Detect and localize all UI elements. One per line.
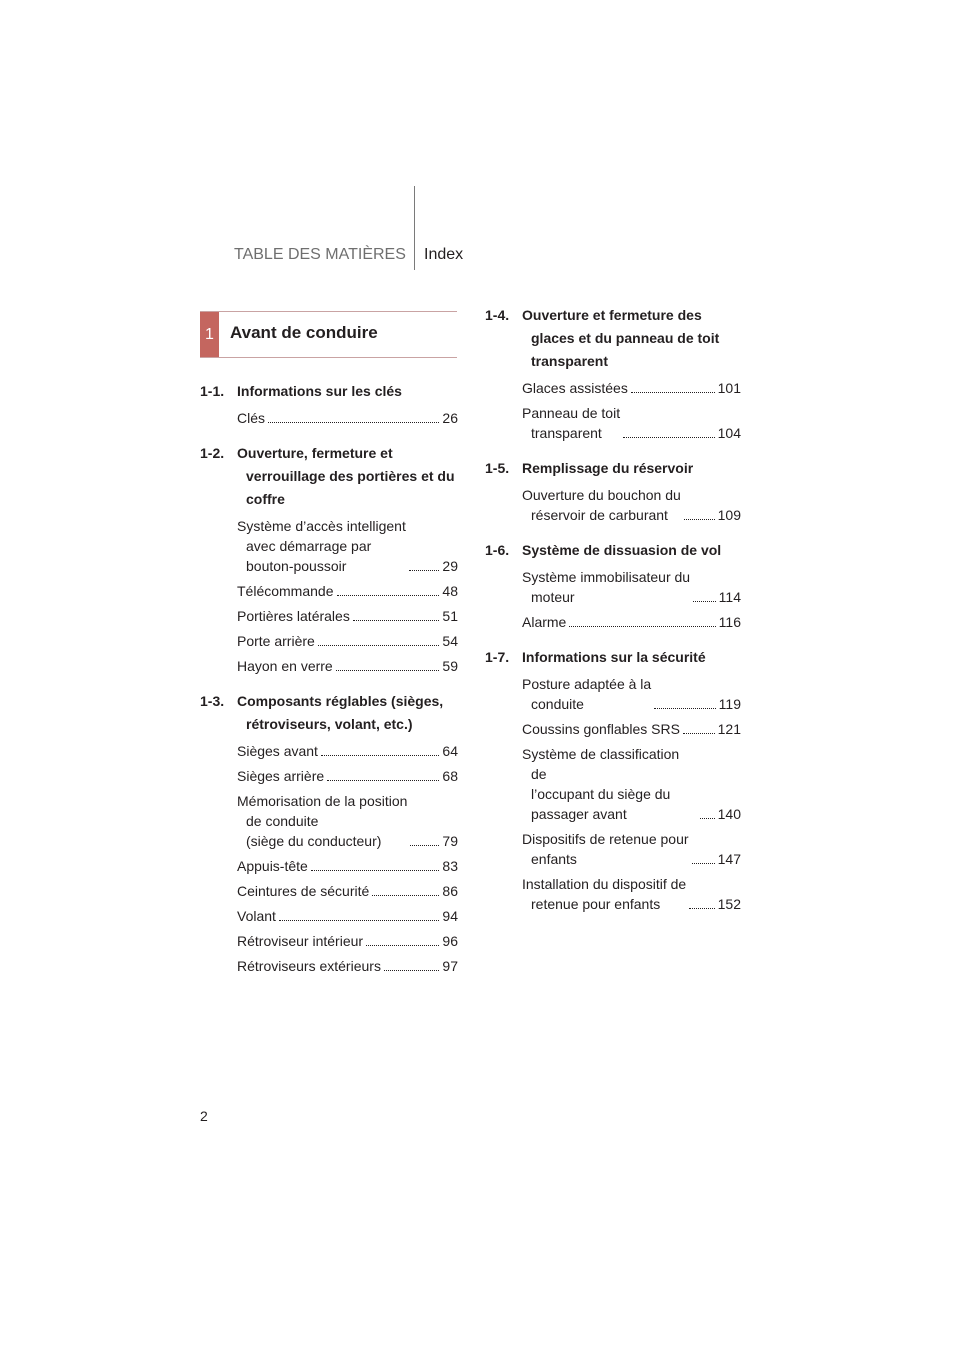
entry-label: Installation du dispositif de retenue pour enfants [522,876,687,912]
subsection-heading[interactable] [200,380,458,403]
toc-entry-link[interactable] [237,516,458,576]
entry-label: Ceintures de sécurité [237,883,370,899]
index-tab[interactable]: Index [424,246,464,263]
toc-entry-link[interactable] [522,378,741,398]
dot-leader [683,733,715,734]
toc-entry-link[interactable] [237,656,458,676]
entry-page-number: 140 [717,806,741,822]
entry-page-number: 64 [442,743,458,759]
entry-page-number: 96 [442,933,458,949]
subsection-number: 1-2. [200,445,225,461]
toc-tab[interactable]: TABLE DES MATIÈRES [234,246,406,263]
entry-page-number: 114 [718,589,741,605]
entry-page-number: 86 [442,883,458,899]
toc-entry-link[interactable] [522,874,741,914]
entry-list [522,378,741,443]
entry-page-number: 59 [442,658,458,674]
toc-subsection [200,442,458,676]
entry-page-number: 94 [442,908,458,924]
entry-page-number: 54 [442,633,458,649]
entry-page-number: 101 [717,380,741,396]
page-number: 2 [200,1108,208,1124]
subsection-title: Remplissage du réservoir [522,460,694,476]
entry-label: Sièges arrière [237,768,325,784]
entry-page-number: 109 [717,507,741,523]
dot-leader [654,708,715,709]
dot-leader [353,620,440,621]
toc-entry-link[interactable] [237,766,458,786]
entry-list [237,408,458,428]
dot-leader [311,870,440,871]
toc-subsection [200,690,458,976]
subsection-number: 1-4. [485,307,510,323]
entry-page-number: 29 [442,558,458,574]
entry-label: Panneau de toit transparent [522,405,621,441]
entry-label: Appuis-tête [237,858,308,874]
entry-label: Portières latérales [237,608,350,624]
dot-leader [372,895,439,896]
toc-entry-link[interactable] [237,856,458,876]
dot-leader [700,818,714,819]
dot-leader [318,645,440,646]
toc-subsection [485,646,741,914]
entry-label: Clés [237,410,266,426]
toc-entry-link[interactable] [237,906,458,926]
toc-entry-link[interactable] [237,606,458,626]
entry-page-number: 48 [442,583,458,599]
subsection-heading[interactable] [200,690,458,736]
dot-leader [693,601,716,602]
dot-leader [279,920,439,921]
dot-leader [684,519,715,520]
entry-label: Mémorisation de la position de conduite (siège du conducteur) [237,793,408,849]
entry-page-number: 121 [717,721,741,737]
section-number-badge: 1 [200,312,219,357]
subsection-number: 1-5. [485,460,510,476]
entry-list [237,516,458,676]
dot-leader [569,626,715,627]
entry-label: Système d’accès intelligent avec démarrage par bouton-poussoir [237,518,406,574]
subsection-number: 1-1. [200,383,225,399]
entry-page-number: 26 [442,410,458,426]
subsection-heading[interactable] [485,304,741,373]
entry-list [522,674,741,914]
toc-entry-link[interactable] [522,829,741,869]
toc-entry-link[interactable] [237,408,458,428]
dot-leader [336,670,440,671]
toc-entry-link[interactable] [522,612,741,632]
toc-entry-link[interactable] [522,719,741,739]
dot-leader [410,845,439,846]
entry-page-number: 104 [717,425,741,441]
subsection-heading[interactable] [485,457,741,480]
entry-page-number: 119 [718,696,741,712]
toc-entry-link[interactable] [237,791,458,851]
dot-leader [321,755,439,756]
entry-page-number: 97 [442,958,458,974]
entry-label: Système immobilisateur du moteur [522,569,691,605]
entry-page-number: 51 [442,608,458,624]
entry-label: Volant [237,908,276,924]
entry-page-number: 116 [718,614,741,630]
dot-leader [409,570,440,571]
entry-label: Ouverture du bouchon du réservoir de carburant [522,487,681,523]
entry-page-number: 79 [442,833,458,849]
entry-label: Glaces assistées [522,380,628,396]
subsection-title: Ouverture et fermeture des glaces et du panneau de toit transparent [522,307,720,369]
dot-leader [327,780,439,781]
subsection-number: 1-3. [200,693,225,709]
entry-label: Rétroviseur intérieur [237,933,364,949]
toc-entry-link[interactable] [237,631,458,651]
entry-list [522,567,741,632]
entry-list [522,485,741,525]
subsection-number: 1-7. [485,649,510,665]
entry-label: Alarme [522,614,567,630]
entry-page-number: 152 [717,896,741,912]
subsection-heading[interactable] [485,539,741,562]
toc-entry-link[interactable] [237,581,458,601]
entry-page-number: 68 [442,768,458,784]
entry-label: Posture adaptée à la conduite [522,676,652,712]
subsection-title: Informations sur la sécurité [522,649,706,665]
toc-entry-link[interactable] [522,744,741,824]
entry-label: Dispositifs de retenue pour enfants [522,831,689,867]
subsection-heading[interactable] [485,646,741,669]
dot-leader [384,970,439,971]
section-header [200,311,457,358]
subsection-number: 1-6. [485,542,510,558]
dot-leader [631,392,715,393]
toc-entry-link[interactable] [522,403,741,443]
dot-leader [337,595,440,596]
entry-page-number: 83 [442,858,458,874]
dot-leader [623,437,715,438]
toc-left-column [200,380,458,990]
entry-label: Porte arrière [237,633,315,649]
toc-entry-link[interactable] [237,956,458,976]
subsection-title: Ouverture, fermeture et verrouillage des portières et du coffre [237,445,455,507]
toc-subsection [485,304,741,443]
toc-subsection [200,380,458,428]
section-title: Avant de conduire [230,323,378,342]
entry-page-number: 147 [717,851,741,867]
toc-entry-link[interactable] [237,881,458,901]
toc-entry-link[interactable] [237,741,458,761]
entry-label: Système de classification de l’occupant du siège du passager avant [522,746,680,822]
toc-entry-link[interactable] [522,567,741,607]
entry-label: Coussins gonflables SRS [522,721,680,737]
entry-label: Rétroviseurs extérieurs [237,958,381,974]
toc-entry-link[interactable] [522,485,741,525]
toc-right-column [485,304,741,928]
toc-subsection [485,539,741,632]
toc-entry-link[interactable] [237,931,458,951]
subsection-title: Informations sur les clés [237,383,402,399]
toc-entry-link[interactable] [522,674,741,714]
header-divider [414,186,415,270]
dot-leader [366,945,439,946]
subsection-title: Composants réglables (sièges, rétroviseurs, volant, etc.) [237,693,444,732]
dot-leader [692,863,715,864]
entry-label: Sièges avant [237,743,318,759]
toc-subsection [485,457,741,525]
subsection-title: Système de dissuasion de vol [522,542,722,558]
entry-label: Télécommande [237,583,334,599]
dot-leader [268,422,439,423]
dot-leader [689,908,714,909]
subsection-heading[interactable] [200,442,458,511]
entry-list [237,741,458,976]
entry-label: Hayon en verre [237,658,333,674]
